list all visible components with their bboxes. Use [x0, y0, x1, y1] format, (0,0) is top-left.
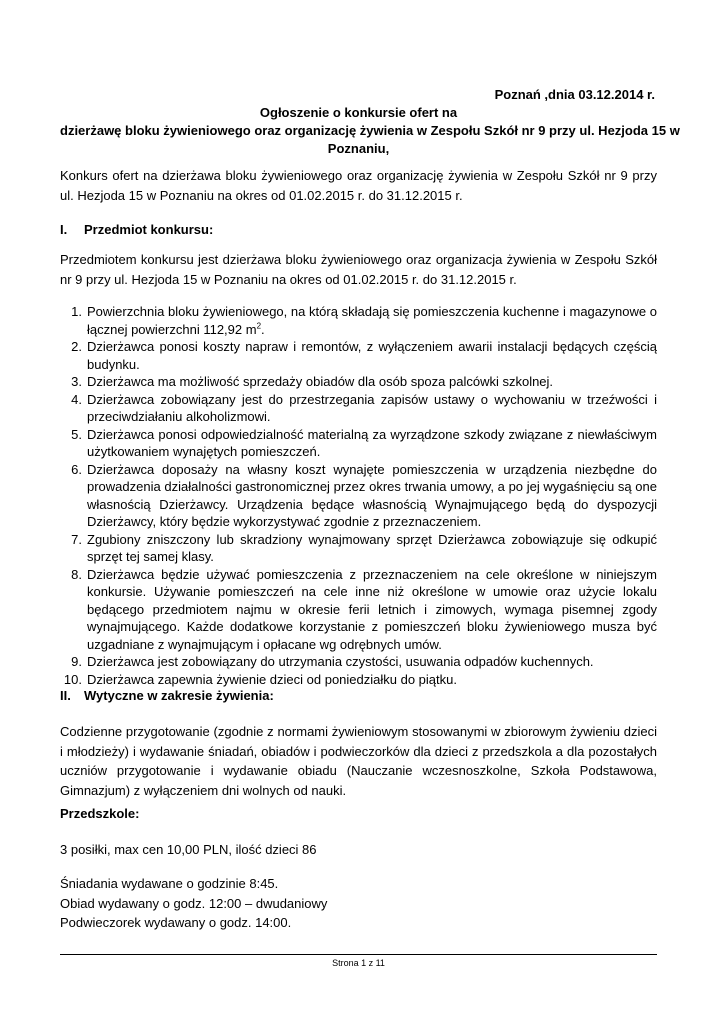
document-page	[60, 0, 680, 1024]
title-line: dzierżawę bloku żywieniowego oraz organizację żywienia w Zespołu Szkół nr 9 przy ul. Hezjoda 15 w	[60, 123, 680, 138]
list-item: 1. Powierzchnia bloku żywieniowego, na którą składają się pomieszczenia kuchenne i magazynowe o łącznej powierzchni 112,92 $m^2$.	[71, 304, 657, 337]
date-line: Poznań ,dnia 03.12.2014 r.	[494, 87, 655, 102]
list-item: 7. Zgubiony zniszczony lub skradziony wynajmowany sprzęt Dzierżawca zobowiązuje się odkupić sprzęt tej samej klasy.	[71, 531, 657, 564]
section-number: II.	[60, 688, 71, 703]
title-line: Poznaniu,	[327, 141, 390, 156]
section-1-heading	[60, 222, 213, 237]
section-number: I.	[60, 222, 68, 237]
schedule-line: Obiad wydawany o godz. 12:00 – dwudaniowy	[60, 895, 328, 911]
title-line: Ogłoszenie o konkursie ofert na	[259, 105, 458, 120]
schedule-line: Śniadania wydawane o godzinie 8:45.	[60, 876, 279, 891]
list-item: 8. Dzierżawca będzie używać pomieszczenia z przeznaczeniem na cele określone w niniejszym konkursie. Używanie pomieszczeń na cele inne niż określone w umowie oraz użycie lokalu będącego przedmiotem najmu w okresie ferii letnich i zimowych, wymaga pisemnej zgody wynajmującego. Każde dodatkowe korzystanie z pomieszczeń bloku żywieniowego musza być uzgadniane z wynajmującym i opłacane wg odrębnych umów.	[71, 566, 657, 652]
page-number: Strona 1 z 11	[332, 958, 385, 968]
section-2-heading	[60, 688, 274, 703]
preschool-heading: Przedszkole:	[60, 806, 140, 821]
list-item: 6. Dzierżawca doposaży na własny koszt wynajęte pomieszczenia w urządzenia niezbędne do prowadzenia działalności gastronomicznej przez okres trwania umowy, a po jej wygaśnięciu są one własnością Dzierżawcy. Urządzenia będące własnością Wynajmującego będą do dyspozycji Dzierżawcy, który będzie wykorzystywać zgodnie z przeznaczeniem.	[71, 461, 657, 529]
list-item: 4. Dzierżawca zobowiązany jest do przestrzegania zapisów ustawy o wychowaniu w trzeźwości i przeciwdziałaniu alkoholizmowi.	[71, 391, 657, 424]
section-1-paragraph: Przedmiotem konkursu jest dzierżawa bloku żywieniowego oraz organizacja żywienia w Zespołu Szkół nr 9 przy ul. Hezjoda 15 w Poznaniu na okres od 01.02.2015 r. do 31.12.2015 r.	[60, 252, 657, 287]
intro-paragraph: Konkurs ofert na dzierżawa bloku żywieniowego oraz organizację żywienia w Zespołu Szkół nr 9 przy ul. Hezjoda 15 w Poznaniu na okres od 01.02.2015 r. do 31.12.2015 r.	[60, 168, 657, 203]
list-item: 3. Dzierżawca ma możliwość sprzedaży obiadów dla osób spoza palcówki szkolnej.	[71, 374, 554, 389]
list-item: 5. Dzierżawca ponosi odpowiedzialność materialną za wyrządzone szkody związane z niewłaściwym użytkowaniem wynajętych pomieszczeń.	[71, 426, 657, 459]
schedule-line: Podwieczorek wydawany o godz. 14:00.	[60, 915, 292, 930]
section-title: Wytyczne w zakresie żywienia:	[84, 688, 274, 703]
section-title: Przedmiot konkursu:	[84, 222, 214, 237]
list-item: 9. Dzierżawca jest zobowiązany do utrzymania czystości, usuwania odpadów kuchennych.	[71, 654, 594, 669]
footer-divider	[60, 954, 657, 955]
document-title	[60, 104, 680, 158]
preschool-meals: 3 posiłki, max cen 10,00 PLN, ilość dzieci 86	[60, 842, 317, 857]
requirements-list	[60, 303, 657, 688]
meal-schedule	[60, 874, 327, 933]
list-item: 10. Dzierżawca zapewnia żywienie dzieci od poniedziałku do piątku.	[63, 671, 457, 687]
list-item: 2. Dzierżawca ponosi koszty napraw i remontów, z wyłączeniem awarii instalacji będących częścią budynku.	[71, 339, 657, 372]
section-2-paragraph: Codzienne przygotowanie (zgodnie z normami żywieniowym stosowanymi w zbiorowym żywieniu dzieci i młodzieży) i wydawanie śniadań, obiadów i podwieczorków dla dzieci z przedszkola a dla pozostałych uczniów przygotowanie i wydawanie obiadu (Nauczanie wczesnoszkolne, Szkoła Podstawowa, Gimnazjum) z wyłączeniem dni wolnych od nauki.	[60, 724, 657, 798]
